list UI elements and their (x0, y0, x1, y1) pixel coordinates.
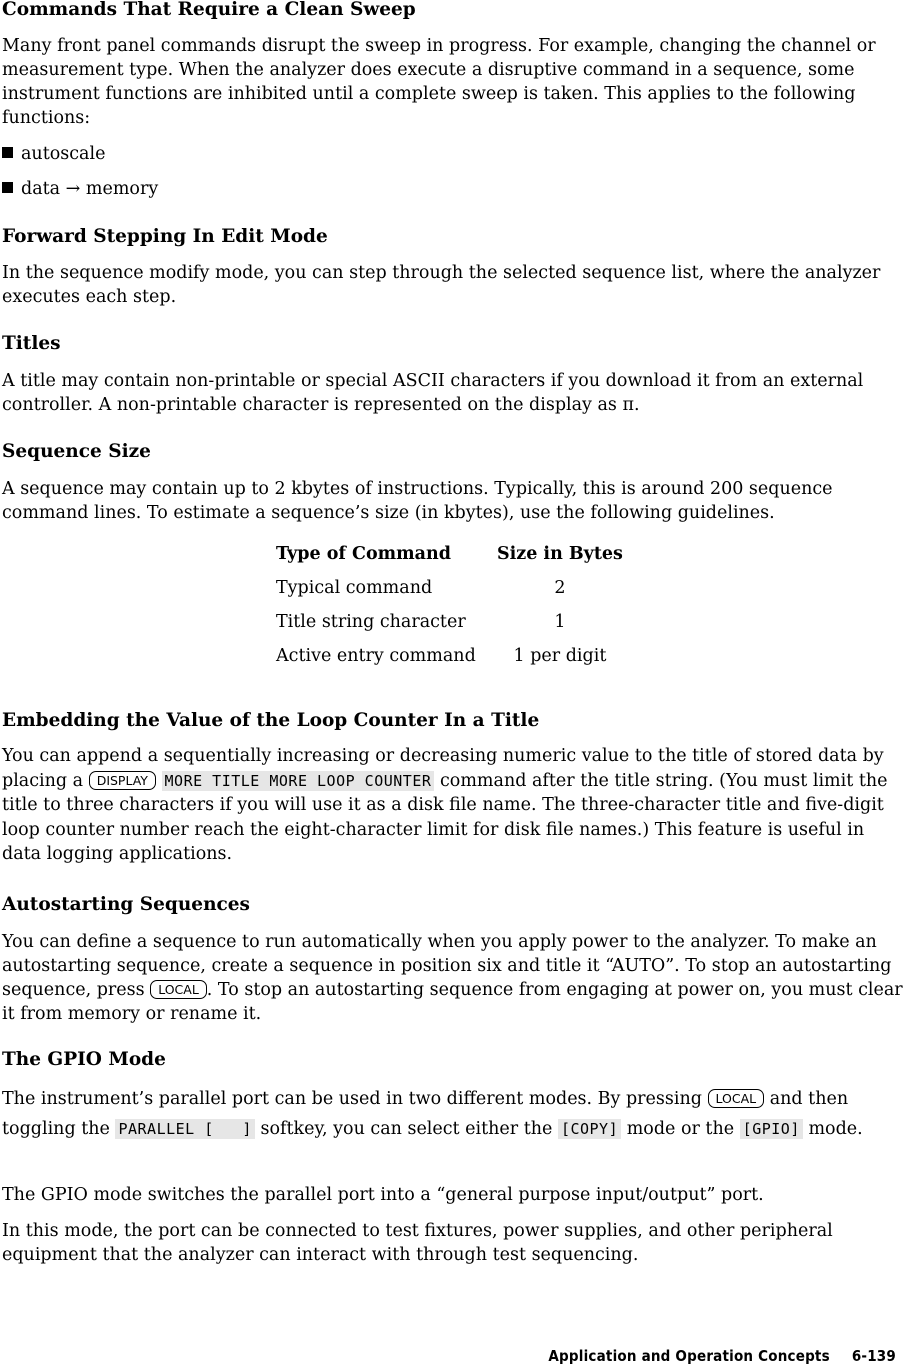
page-footer (548, 1344, 896, 1368)
table-row (270, 644, 629, 678)
paragraph-autostart: You can define a sequence to run automatically when you apply power to the analyzer. To make an autostarting sequence, create a sequence in position six and title it “AUTO”. To stop an autostarting sequence, press LOCAL . To stop an autostarting sequence from engaging at power on, you must clear it from memory or rename it. (2, 932, 903, 1024)
paragraph-embedding: You can append a sequentially increasing or decreasing numeric value to the title of stored data by placing a DISPLAY MORE TITLE MORE LOOP COUNTER command after the title string. (You must limit the title to three characters if you will use it as a disk file name. The three-character title and five-digit loop counter number reach the eight-character limit for disk file names.) This feature is useful in data logging applications. (2, 746, 888, 864)
table-cell: 1 per digit (513, 646, 607, 666)
table-cell: Title string character (276, 612, 466, 632)
table-row (270, 610, 629, 644)
table-header-row (270, 542, 629, 576)
heading-autostart: Autostarting Sequences (2, 894, 250, 915)
local-hardkey: LOCAL (150, 980, 207, 999)
softkey-sequence: MORE TITLE MORE LOOP COUNTER (162, 771, 435, 791)
table-cell: Active entry command (276, 646, 476, 666)
heading-gpio: The GPIO Mode (2, 1049, 166, 1070)
bullet-square-icon (2, 182, 13, 193)
heading-titles: Titles (2, 333, 61, 354)
page-number: 6-139 (851, 1347, 896, 1365)
paragraph-clean-sweep: Many front panel commands disrupt the sweep in progress. For example, changing the channel or measurement type. When the analyzer does execute a disruptive command in a sequence, some instrument functions are inhibited until a complete sweep is taken. This applies to the following functions: (2, 36, 876, 128)
bullet-item: data → memory (2, 177, 158, 201)
gpio-softkey: [GPIO] (740, 1119, 803, 1139)
paragraph-gpio-fixtures: In this mode, the port can be connected to test fixtures, power supplies, and other peripheral equipment that the analyzer can interact with through test sequencing. (2, 1221, 833, 1265)
paragraph-sequence-size: A sequence may contain up to 2 kbytes of instructions. Typically, this is around 200 sequence command lines. To estimate a sequence’s size (in kbytes), use the following guidelines. (2, 479, 833, 523)
bullet-square-icon (2, 147, 13, 158)
parallel-softkey: PARALLEL [ ] (115, 1119, 254, 1139)
paragraph-titles: A title may contain non-printable or special ASCII characters if you download it from an external controller. A non-printable character is represented on the display as π. (2, 371, 864, 415)
table-cell: 1 (554, 612, 566, 632)
table-row (270, 576, 629, 610)
heading-clean-sweep: Commands That Require a Clean Sweep (2, 0, 416, 20)
display-hardkey: DISPLAY (89, 771, 156, 790)
footer-title: Application and Operation Concepts (548, 1347, 830, 1365)
table-cell: 2 (554, 578, 566, 598)
paragraph-gpio: The instrument’s parallel port can be used in two different modes. By pressing LOCAL and then toggling the PARALLEL [ ] softkey, you can select either the [COPY] mode or the [GPIO] mode. (2, 1089, 863, 1139)
paragraph-gpio-port: The GPIO mode switches the parallel port into a “general purpose input/output” port. (2, 1185, 764, 1205)
copy-softkey: [COPY] (558, 1119, 621, 1139)
table-cell: Typical command (276, 578, 433, 598)
heading-embedding: Embedding the Value of the Loop Counter In a Title (2, 710, 540, 731)
bullet-item: autoscale (2, 142, 105, 166)
column-header: Size in Bytes (496, 544, 623, 564)
size-table (270, 542, 629, 678)
heading-forward-stepping: Forward Stepping In Edit Mode (2, 226, 328, 247)
local-hardkey: LOCAL (708, 1089, 765, 1108)
column-header: Type of Command (276, 544, 451, 564)
heading-sequence-size: Sequence Size (2, 441, 151, 462)
paragraph-forward-stepping: In the sequence modify mode, you can step through the selected sequence list, where the analyzer executes each step. (2, 263, 881, 307)
